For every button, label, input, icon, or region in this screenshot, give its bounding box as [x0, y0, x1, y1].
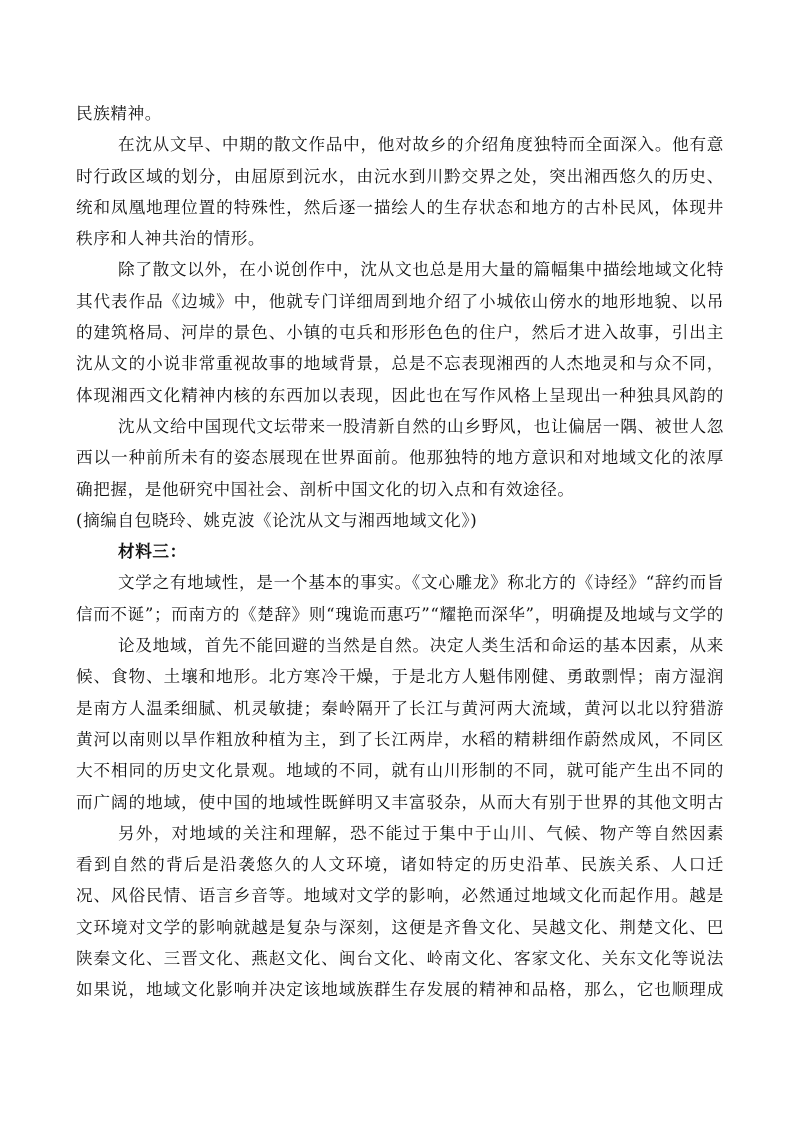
- text-line: 论及地域，首先不能回避的当然是自然。决定人类生活和命运的基本因素，从来: [118, 636, 724, 656]
- text-line: 统和凤凰地理位置的特殊性，然后逐一描绘人的生存状态和地方的古朴民风，体现井: [76, 197, 724, 217]
- text-line: 的建筑格局、河岸的景色、小镇的屯兵和形形色色的住户，然后才进入故事，引出主: [76, 323, 724, 343]
- text-line: 是南方人温柔细腻、机灵敏捷；秦岭隔开了长江与黄河两大流域，黄河以北以狩猎游: [76, 698, 724, 718]
- text-line: 文环境对文学的影响就越是复杂与深刻，这便是齐鲁文化、吴越文化、荆楚文化、巴: [76, 917, 724, 937]
- text-line: 文学之有地域性，是一个基本的事实。《文心雕龙》称北方的《诗经》“辞约而旨: [118, 573, 724, 593]
- text-line: 民族精神。: [76, 104, 162, 123]
- text-line: 在沈从文早、中期的散文作品中，他对故乡的介绍角度独特而全面深入。他有意: [118, 135, 724, 155]
- text-line: 大不相同的历史文化景观。地域的不同，就有山川形制的不同，就可能产生出不同的: [76, 761, 724, 781]
- section-heading: 材料三：: [118, 541, 187, 562]
- text-line: 而广阔的地域，使中国的地域性既鲜明又丰富驳杂，从而大有别于世界的其他文明古: [76, 792, 724, 812]
- text-line: 况、风俗民情、语言乡音等。地域对文学的影响，必然通过地域文化而起作用。越是: [76, 886, 724, 906]
- text-line: 确把握，是他研究中国社会、剖析中国文化的切入点和有效途径。: [76, 479, 575, 499]
- text-line: 黄河以南则以旱作粗放种植为主，到了长江两岸，水稻的精耕细作蔚然成风，不同区: [76, 729, 724, 749]
- text-line: 体现湘西文化精神内核的东西加以表现，因此也在写作风格上呈现出一种独具风韵的: [76, 385, 724, 405]
- document-body: [76, 98, 724, 1006]
- text-line: 如果说，地域文化影响并决定该地域族群生存发展的精神和品格，那么，它也顺理成: [76, 980, 724, 1000]
- text-line: 时行政区域的划分，由屈原到沅水，由沅水到川黔交界之处，突出湘西悠久的历史、: [76, 166, 724, 186]
- text-line: 陕秦文化、三晋文化、燕赵文化、闽台文化、岭南文化、客家文化、关东文化等说法: [76, 949, 724, 969]
- text-line: 秩序和人神共治的情形。: [76, 229, 266, 249]
- text-line: 沈从文给中国现代文坛带来一股清新自然的山乡野风，也让偏居一隅、被世人忽: [118, 416, 724, 436]
- text-line: 候、食物、土壤和地形。北方寒冷干燥，于是北方人魁伟刚健、勇敢剽悍；南方湿润: [76, 667, 724, 687]
- text-line: (摘编自包晓玲、姚克波《论沈从文与湘西地域文化》): [76, 510, 478, 530]
- text-line: 沈从文的小说非常重视故事的地域背景，总是不忘表现湘西的人杰地灵和与众不同，: [76, 354, 724, 374]
- text-line: 西以一种前所未有的姿态展现在世界面前。他那独特的地方意识和对地域文化的浓厚: [76, 448, 724, 468]
- text-line: 除了散文以外，在小说创作中，沈从文也总是用大量的篇幅集中描绘地域文化特: [118, 260, 724, 280]
- text-line: 看到自然的背后是沿袭悠久的人文环境，诸如特定的历史沿革、民族关系、人口迁: [76, 855, 724, 875]
- text-line: 其代表作品《边城》中，他就专门详细周到地介绍了小城依山傍水的地形地貌、以吊: [76, 291, 724, 311]
- text-line: 信而不诞”；而南方的《楚辞》则“瑰诡而惠巧”“耀艳而深华”，明确提及地域与文学的: [76, 604, 724, 624]
- text-line: 另外，对地域的关注和理解，恐不能过于集中于山川、气候、物产等自然因素: [118, 823, 724, 843]
